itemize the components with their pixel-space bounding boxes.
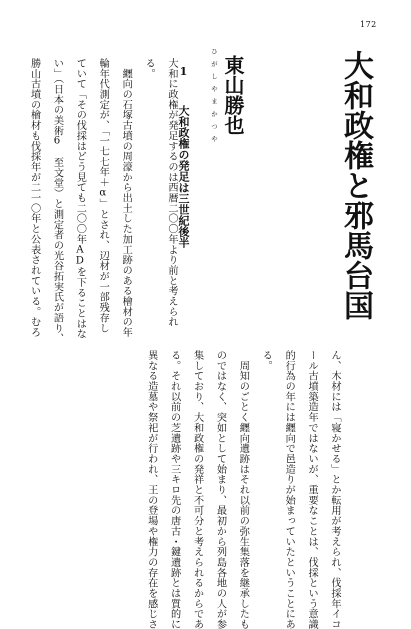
- section-number: 1: [177, 65, 190, 78]
- text-line: 纒向の石塚古墳の周濠から出土した加工跡のある檜材の年: [120, 58, 132, 338]
- text-line: い」（日本の美術6 至文堂）と測定者の光谷拓実氏が語り、: [51, 58, 63, 344]
- text-line: る。: [143, 58, 155, 79]
- text-line: る。: [260, 350, 272, 371]
- text-line: 大和に政権が発足するのは西暦二〇〇年より前と考えられ: [166, 58, 177, 328]
- author-name: 東山勝也: [221, 55, 245, 135]
- text-line: 輪年代測定が、「一七七年＋α」とされ、辺材が一部残存し: [97, 58, 109, 334]
- body-text-lower: [140, 350, 345, 629]
- text-line: 勝山古墳の檜材も伐採年が二一〇年と公表されている。むろ: [28, 58, 40, 338]
- text-line: 周知のごとく纒向遺跡はそれ以前の弥生集落を継承したも: [237, 350, 249, 629]
- text-line: ール古墳築造年ではないが、重要なことは、伐採という意識: [306, 350, 318, 629]
- author-reading: ひがしやまかつや: [210, 48, 218, 148]
- text-line: る。それ以前の芝遺跡や三キロ先の唐古・鍵遺跡とは質的に: [168, 350, 180, 629]
- page-number: 172: [360, 20, 377, 29]
- text-line: のではなく、突如として始まり、最初から列島各地の人が参: [214, 350, 226, 629]
- body-text-upper: [20, 58, 182, 344]
- text-line: 異なる造墓や祭祀が行われ、王の登場や権力の存在を感じさ: [145, 350, 157, 629]
- text-line: ん、木材には「寝かせる」とか転用が考えられ、伐採年イコ: [329, 350, 340, 629]
- text-line: 集しており、大和政権の発祥と不可分と考えられるからであ: [191, 350, 203, 629]
- article-title: 大和政権と邪馬台国: [338, 50, 373, 320]
- text-line: 的行為の年には纒向で邑造りが始まっていたということにあ: [283, 350, 295, 629]
- section-heading-text: 大和政権の発足は三世紀後半: [177, 105, 190, 248]
- text-line: ていて「その伐採はどう見ても二〇〇年ADを下ることはな: [74, 58, 86, 340]
